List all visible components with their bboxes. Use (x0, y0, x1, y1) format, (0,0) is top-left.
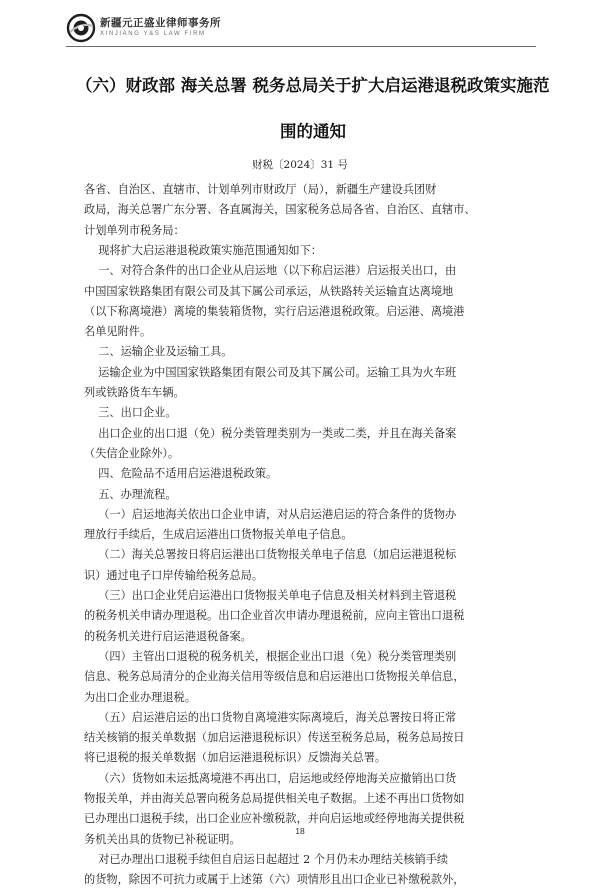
firm-name-cn: 新疆元正盛业律师事务所 (100, 17, 221, 29)
body-line: （六）货物如未运抵离境港不再出口，启运地或经停地海关应撤销出口货 (84, 771, 457, 785)
firm-name-block (100, 17, 221, 39)
page-number: 18 (295, 826, 305, 836)
body-line: 对已办理出口退税手续但自启运日起超过 2 个月仍未办理结关核销手续 (84, 852, 449, 866)
body-line: 四、危险品不适用启运港退税政策。 (84, 467, 278, 481)
body-line: 五、办理流程。 (84, 487, 177, 501)
letterhead (66, 12, 221, 44)
body-line: 二、运输企业及运输工具。 (84, 345, 233, 359)
firm-name-en: XINJIANG Y&S LAW FIRM (100, 31, 206, 37)
body-line: 出口企业的出口退（免）税分类管理类别为一类或二类，并且在海关备案 (84, 426, 457, 440)
body-line: 已办理出口退税手续，出口企业应补缴税款，并向启运地或经停地海关提供税 (84, 812, 465, 826)
body-line: （四）主管出口退税的税务机关，根据企业出口退（免）税分类管理类别 (84, 649, 457, 663)
doc-title-line-2: 围的通知 (280, 122, 346, 141)
body-line: 三、出口企业。 (84, 406, 177, 420)
body-line: 运输企业为中国国家铁路集团有限公司及其下属公司。运输工具为火车班 (84, 365, 457, 379)
firm-logo-icon (66, 13, 96, 43)
body-line: 务机关出具的货物已补税证明。 (84, 832, 241, 846)
body-line: 识）通过电子口岸传输给税务总局。 (84, 568, 264, 582)
doc-title-line-1: （六）财政部 海关总署 税务总局关于扩大启运港退税政策实施范 (76, 76, 550, 95)
document-number: 财税〔2024〕31 号 (252, 159, 348, 171)
body-line: 的税务机关进行启运港退税备案。 (84, 629, 252, 643)
body-line: 中国国家铁路集团有限公司及其下属公司承运，从铁路转关运输直达离境地 (84, 284, 454, 298)
body-line: 的税务机关申请办理退税。出口企业首次申请办理退税前，应向主管出口退税 (84, 609, 465, 623)
body-line: 理放行手续后，生成启运港出口货物报关单电子信息。 (84, 528, 353, 542)
header-divider (66, 46, 536, 47)
body-line: 物报关单，并由海关总署向税务总局提供相关电子数据。上述不再出口货物如 (84, 792, 465, 805)
body-line: 一、对符合条件的出口企业从启运地（以下称启运港）启运报关出口，由 (84, 264, 457, 278)
body-line: 列或铁路货车车辆。 (84, 386, 185, 399)
body-line: （一）启运地海关依出口企业申请，对从启运港启运的符合条件的货物办 (84, 507, 457, 521)
body-line: （五）启运港启运的出口货物自离境港实际离境后，海关总署按日将正常 (84, 710, 457, 724)
body-line: 将已退税的报关单数据（加启运港退税标识）反馈海关总署。 (84, 751, 387, 765)
body-line: 名单见附件。 (84, 325, 152, 339)
body-line: 结关核销的报关单数据（加启运港退税标识）传送至税务总局，税务总局按日 (84, 731, 465, 745)
body-line: 的货物，除因不可抗力或属于上述第（六）项情形且出口企业已补缴税款外， (84, 873, 465, 887)
body-line: （二）海关总署按日将启运港出口货物报关单电子信息（加启运港退税标 (84, 548, 457, 562)
body-line: （以下称离境港）离境的集装箱货物，实行启运港退税政策。启运港、离境港 (84, 304, 465, 318)
body-line: 政局，海关总署广东分署、各直属海关，国家税务总局各省、自治区、直辖市、 (84, 203, 476, 217)
body-line: 为出口企业办理退税。 (84, 690, 196, 704)
body-line: 各省、自治区、直辖市、计划单列市财政厅（局），新疆生产建设兵团财 (84, 183, 437, 196)
body-line: 现将扩大启运港退税政策实施范围通知如下： (84, 243, 322, 257)
body-line: 信息、税务总局清分的企业海关信用等级信息和启运港出口货物报关单信息， (84, 670, 465, 684)
body-line: （失信企业除外）。 (84, 446, 180, 460)
body-line: （三）出口企业凭启运港出口货物报关单电子信息及相关材料到主管退税 (84, 589, 457, 602)
body-line: 计划单列市税务局： (84, 223, 185, 237)
